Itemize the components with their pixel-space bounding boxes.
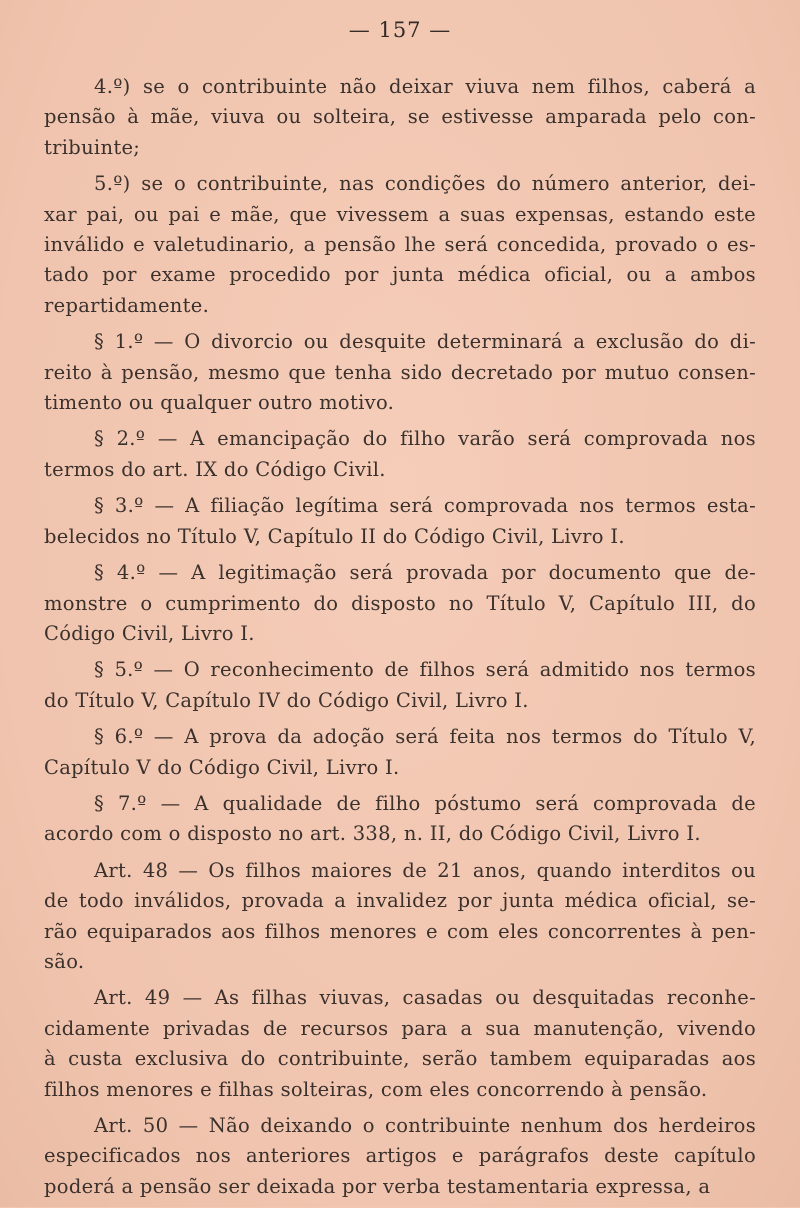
text-line: à custa exclusiva do contribuinte, serão tambem equiparadas aos (44, 1047, 756, 1071)
text-line: pensão à mãe, viuva ou solteira, se estivesse amparada pelo con- (44, 105, 756, 129)
paragraph (44, 983, 756, 1105)
text-line: § 1.º — O divorcio ou desquite determinará a exclusão do di- (94, 330, 756, 354)
text-line: rão equiparados aos filhos menores e com eles concorrentes à pen- (44, 919, 756, 943)
text-line: § 6.º — A prova da adoção será feita nos termos do Título V, (94, 725, 756, 749)
paragraph (44, 72, 756, 163)
paragraph (44, 789, 756, 850)
text-line: de todo inválidos, provada a invalidez por junta médica oficial, se- (44, 889, 756, 913)
text-line: acordo com o disposto no art. 338, n. II, do Código Civil, Livro I. (44, 822, 701, 846)
text-line: especificados nos anteriores artigos e parágrafos deste capítulo (44, 1144, 756, 1168)
text-line: monstre o cumprimento do disposto no Título V, Capítulo III, do (44, 591, 756, 615)
body-text (44, 72, 756, 1208)
text-line: termos do art. IX do Código Civil. (44, 457, 386, 481)
paragraph (44, 491, 756, 552)
text-line: Código Civil, Livro I. (44, 621, 255, 645)
text-line: belecidos no Título V, Capítulo II do Código Civil, Livro I. (44, 524, 625, 548)
text-line: cidamente privadas de recursos para a sua manutenção, vivendo (44, 1016, 756, 1040)
page-number: — 157 — (348, 18, 452, 42)
text-line: Art. 50 — Não deixando o contribuinte nenhum dos herdeiros (94, 1114, 756, 1137)
text-line: § 4.º — A legitimação será provada por documento que de- (94, 561, 756, 585)
paragraph (44, 424, 756, 485)
paragraph (44, 558, 756, 649)
text-line: filhos menores e filhas solteiras, com eles concorrendo à pensão. (44, 1077, 708, 1101)
text-line: § 7.º — A qualidade de filho póstumo será comprovada de (94, 791, 756, 815)
text-line: § 5.º — O reconhecimento de filhos será admitido nos termos (94, 658, 756, 682)
text-line: reito à pensão, mesmo que tenha sido decretado por mutuo consen- (44, 360, 756, 384)
text-line: tado por exame procedido por junta médica oficial, ou a ambos (44, 263, 756, 287)
paragraph (44, 655, 756, 716)
paragraph (44, 1111, 756, 1202)
paragraph (44, 169, 756, 321)
text-line: Art. 48 — Os filhos maiores de 21 anos, quando interditos ou (94, 858, 756, 882)
text-line: Capítulo V do Código Civil, Livro I. (44, 755, 400, 779)
text-line: repartidamente. (44, 293, 210, 317)
text-line: 5.º) se o contribuinte, nas condições do número anterior, dei- (94, 172, 756, 196)
text-line: xar pai, ou pai e mãe, que vivessem a suas expensas, estando este (44, 202, 756, 226)
text-line: inválido e valetudinario, a pensão lhe será concedida, provado o es- (44, 233, 756, 257)
paragraph (44, 856, 756, 978)
paragraph (44, 722, 756, 783)
text-line: Art. 49 — As filhas viuvas, casadas ou desquitadas reconhe- (94, 986, 756, 1010)
text-line: § 3.º — A filiação legítima será comprovada nos termos esta- (94, 494, 756, 518)
paragraph (44, 327, 756, 418)
text-line: § 2.º — A emancipação do filho varão será comprovada nos (94, 427, 756, 451)
text-line: poderá a pensão ser deixada por verba testamentaria expressa, a (44, 1174, 711, 1198)
text-line: 4.º) se o contribuinte não deixar viuva nem filhos, caberá a (94, 75, 756, 98)
text-line: tribuinte; (44, 135, 141, 159)
text-line: timento ou qualquer outro motivo. (44, 391, 395, 415)
text-line: do Título V, Capítulo IV do Código Civil, Livro I. (44, 688, 529, 712)
text-line: são. (44, 949, 85, 973)
